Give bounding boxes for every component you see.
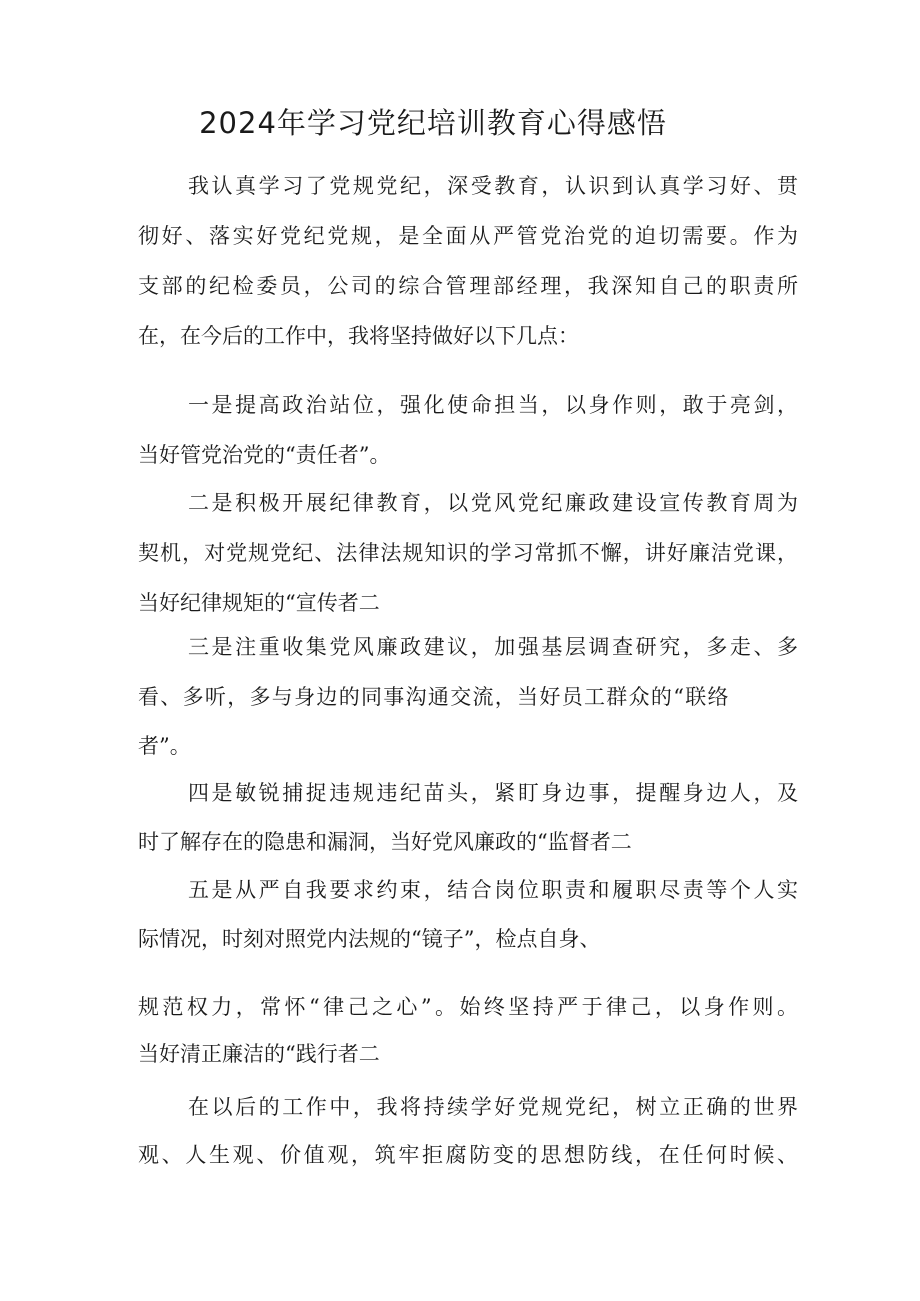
text-line: 在，在今后的工作中，我将坚持做好以下几点： (138, 324, 579, 348)
text-line: 在以后的工作中，我将持续学好党规党纪，树立正确的世界 (188, 1095, 798, 1119)
text-line: 一是提高政治站位，强化使命担当，以身作则，敢于亮剑， (188, 393, 798, 417)
text-line: 五是从严自我要求约束，结合岗位职责和履职尽责等个人实 (188, 878, 798, 902)
text-line: 当好清正廉洁的“践行者二 (138, 1042, 380, 1066)
text-line: 三是注重收集党风廉政建议，加强基层调查研究，多走、多 (188, 635, 798, 659)
text-line: 二是积极开展纪律教育，以党风党纪廉政建设宣传教育周为 (188, 491, 798, 515)
text-line: 规范权力，常怀“律己之心”。始终坚持严于律己，以身作则。 (138, 995, 798, 1019)
document-title: 2024年学习党纪培训教育心得感悟 (199, 106, 667, 140)
text-line: 时了解存在的隐患和漏洞，当好党风廉政的“监督者二 (138, 830, 632, 854)
text-line: 际情况，时刻对照党内法规的“镜子”，检点自身、 (138, 927, 601, 951)
text-line: 支部的纪检委员，公司的综合管理部经理，我深知自己的职责所 (138, 274, 798, 298)
text-line: 看、多听，多与身边的同事沟通交流，当好员工群众的“联络 (138, 685, 730, 709)
text-line: 当好管党治党的“责任者”。 (138, 443, 391, 467)
text-line: 当好纪律规矩的“宣传者二 (138, 591, 380, 615)
text-line: 者”。 (138, 734, 191, 758)
text-line: 我认真学习了党规党纪，深受教育，认识到认真学习好、贯 (188, 174, 798, 198)
text-line: 四是敏锐捕捉违规违纪苗头，紧盯身边事，提醒身边人，及 (188, 781, 798, 805)
text-line: 观、人生观、价值观，筑牢拒腐防变的思想防线，在任何时候、 (138, 1143, 798, 1167)
text-line: 契机，对党规党纪、法律法规知识的学习常抓不懈，讲好廉洁党课， (138, 541, 798, 565)
text-line: 彻好、落实好党纪党规，是全面从严管党治党的迫切需要。作为 (138, 224, 798, 248)
